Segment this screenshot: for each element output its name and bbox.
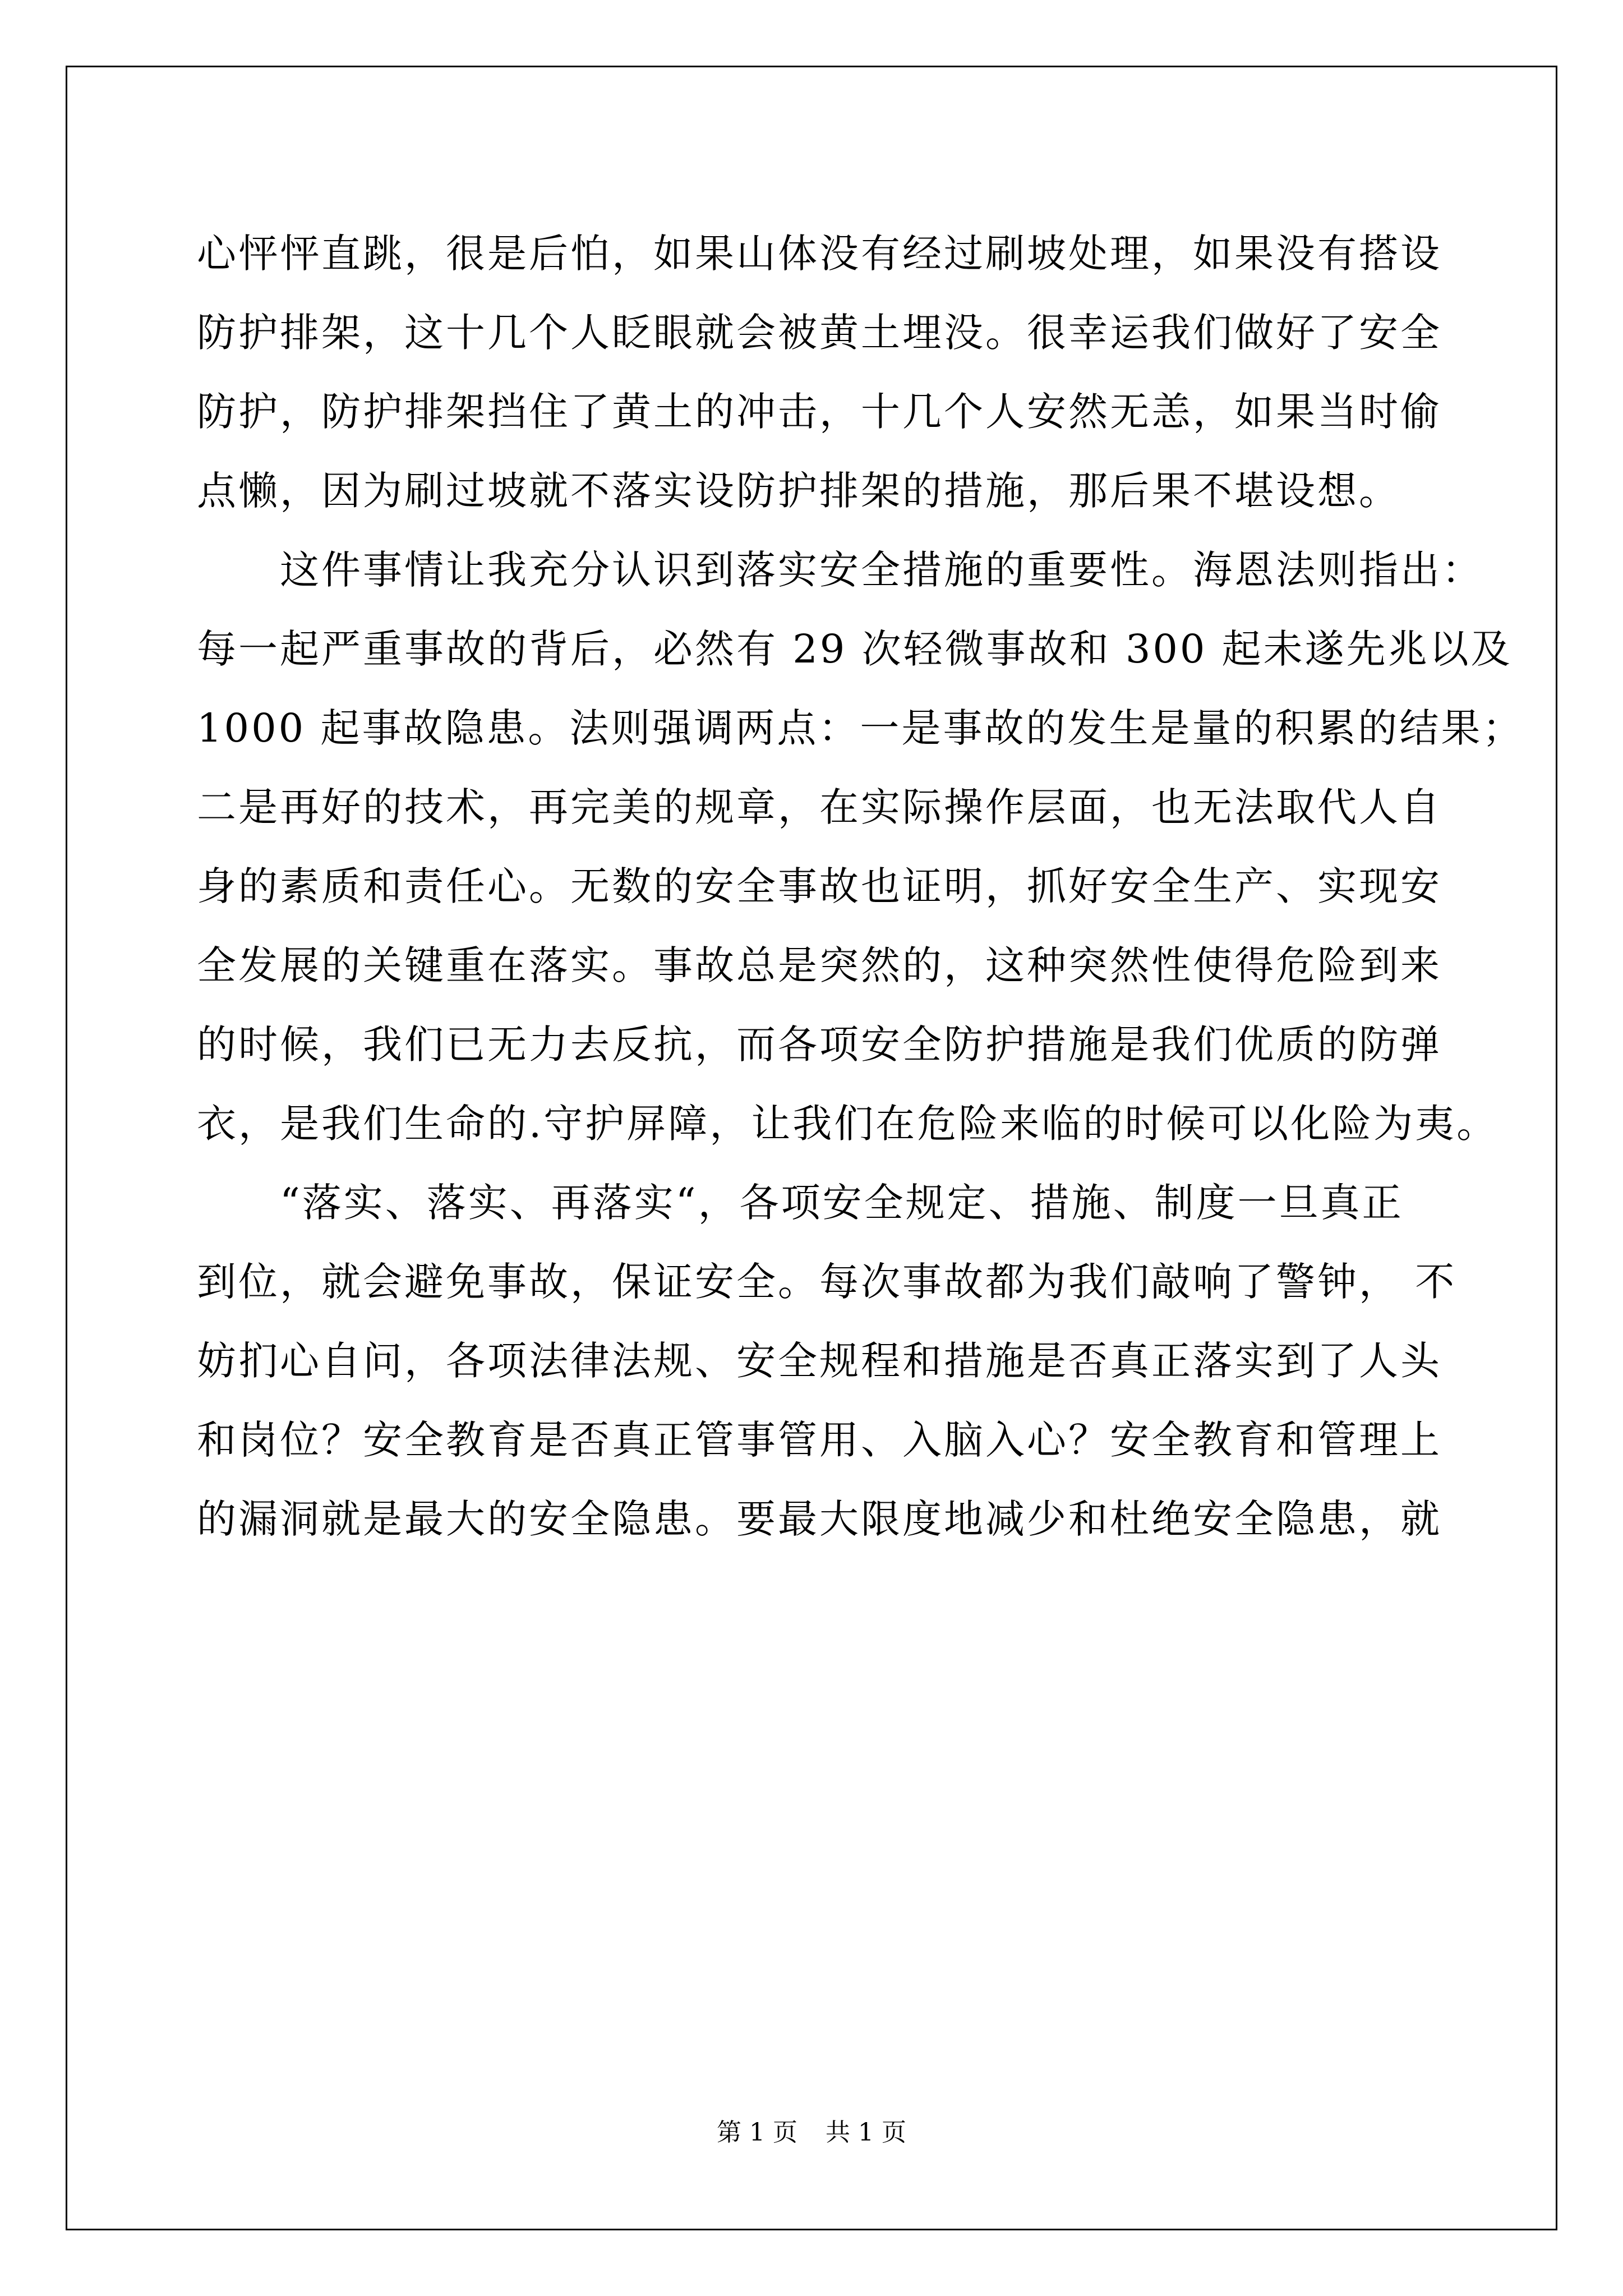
page-total: 共 1 页 <box>826 2118 906 2147</box>
text-line-13: “落实、落实、再落实“，各项安全规定、措施、制度一旦真正 <box>280 1180 1404 1226</box>
text-line-7: 1000 起事故隐患。法则强调两点：一是事故的发生是量的积累的结果； <box>197 705 1524 751</box>
text-line-8: 二是再好的技术，再完美的规章，在实际操作层面，也无法取代人自 <box>197 784 1442 830</box>
text-line-9: 身的素质和责任心。无数的安全事故也证明，抓好安全生产、实现安 <box>197 863 1442 909</box>
text-line-1: 心怦怦直跳，很是后怕，如果山体没有经过刷坡处理，如果没有搭设 <box>197 231 1442 277</box>
text-line-12: 衣，是我们生命的.守护屏障，让我们在危险来临的时候可以化险为夷。 <box>197 1101 1498 1147</box>
text-line-15: 妨扪心自问，各项法律法规、安全规程和措施是否真正落实到了人头 <box>197 1338 1442 1384</box>
text-line-17: 的漏洞就是最大的安全隐患。要最大限度地减少和杜绝安全隐患，就 <box>197 1496 1442 1542</box>
text-line-14: 到位，就会避免事故，保证安全。每次事故都为我们敲响了警钟， 不 <box>197 1259 1457 1305</box>
text-line-10: 全发展的关键重在落实。事故总是突然的，这种突然性使得危险到来 <box>197 942 1442 988</box>
text-line-6: 每一起严重事故的背后，必然有 29 次轻微事故和 300 起未遂先兆以及 <box>197 626 1513 672</box>
text-line-2: 防护排架，这十几个人眨眼就会被黄土埋没。很幸运我们做好了安全 <box>197 310 1442 356</box>
document-body <box>197 214 1524 1559</box>
text-line-16: 和岗位？安全教育是否真正管事管用、入脑入心？安全教育和管理上 <box>197 1417 1442 1463</box>
page-number: 第 1 页 <box>717 2118 797 2147</box>
page-footer <box>0 2112 1623 2148</box>
text-line-5: 这件事情让我充分认识到落实安全措施的重要性。海恩法则指出： <box>280 547 1483 593</box>
text-line-4: 点懒，因为刷过坡就不落实设防护排架的措施，那后果不堪设想。 <box>197 468 1400 514</box>
text-line-11: 的时候，我们已无力去反抗，而各项安全防护措施是我们优质的防弹 <box>197 1022 1442 1068</box>
text-line-3: 防护，防护排架挡住了黄土的冲击，十几个人安然无恙，如果当时偷 <box>197 389 1442 435</box>
